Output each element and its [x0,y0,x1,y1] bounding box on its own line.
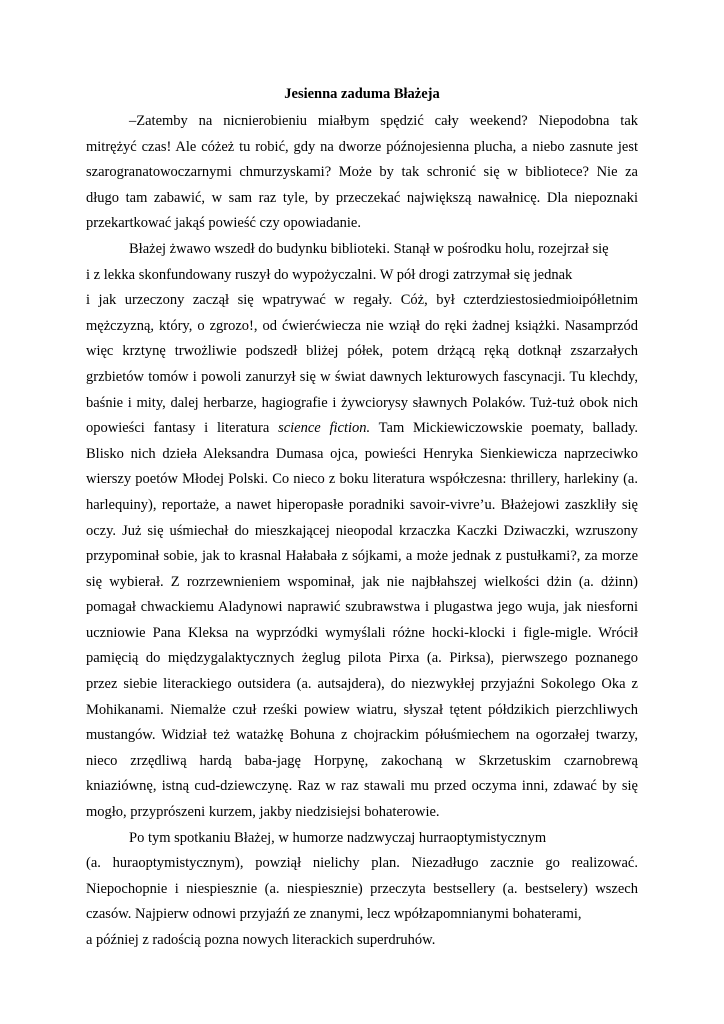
paragraph-2-line-2: i z lekka skonfundowany ruszył do wypożyczalni. W pół drogi zatrzymał się jednak [86,266,573,283]
paragraph-3-line-2: (a. huraoptymistycznym), powziął nielichy plan. Niezadługo zacznie go realizować. [86,855,638,872]
paragraph-3-line-1: Po tym spotkaniu Błażej, w humorze nadzwyczaj hurraoptymistycznym [129,829,547,846]
paragraph-2-line-7: baśnie i mity, dalej herbarze, hagiografie i żywciorysy sławnych Polaków. Tuż-tuż obok nich [86,394,638,411]
paragraph-1-line-3: szarogranatowoczarnymi chmurzyskami? Może by tak schronić się w bibliotece? Nie za [86,164,638,181]
paragraph-2-line-16: uczniowie Pana Kleksa na wyprzódki wymyślali różne hocki-klocki i figle-migle. Wrócił [86,624,638,641]
document-page [86,84,638,954]
paragraph-2-line-10: wierszy poetów Młodej Polski. Co nieco z boku literatura współczesna: thrillery, harlekiny (a. [86,471,638,488]
paragraph-2-line-17: pamięcią do międzygalaktycznych żeglug pilota Pirxa (a. Pirksa), pierwszego poznanego [86,650,638,667]
paragraph-2-line-15: pomagał chwackiemu Aladynowi naprawić szubrawstwa i plugastwa jego wuja, jak niesforni [86,599,638,616]
paragraph-2-line-8 [86,416,638,442]
paragraph-2-line-20: mustangów. Widział też watażkę Bohuna z chojrackim półuśmiechem na ogorzałej twarzy, [86,727,638,744]
paragraph-2-line-19: Mohikanami. Niemalże czuł rześki powiew wiatru, słyszał tętent półdzikich pierzchliwych [86,701,638,718]
paragraph-3-line-3: Niepochopnie i niespiesznie (a. niespiesznie) przeczyta bestsellery (a. bestselery) wszech [86,880,638,897]
paragraph-2-line-18: przez siebie literackiego outsidera (a. autsajdera), do niezwykłej przyjaźni Sokolego Oka z [86,676,638,693]
paragraph-2-line-11: harlequiny), reportaże, a nawet hiperopasłe poradniki savoir-vivre’u. Błażejowi zaszkliły się [86,496,638,513]
paragraph-2-line-21: nieco zrzędliwą hardą baba-jagę Horpynę, zakochaną w Skrzetuskim czarnobrewą [86,752,638,769]
document-title: Jesienna zaduma Błażeja [284,86,440,102]
paragraph-2-line-9: Blisko nich dzieła Aleksandra Dumasa ojca, powieści Henryka Sienkiewicza naprzeciwko [86,445,638,462]
paragraph-2-line-6: grzbietów tomów i powoli zanurzył się w świat dawnych lekturowych fascynacji. Tu klechdy, [86,368,638,385]
paragraph-1-line-1: –Zatemby na nicnierobieniu miałbym spędzić cały weekend? Niepodobna tak [129,113,638,129]
paragraph-2-line-14: się wybierał. Z rozrzewnieniem wspominał, jak nie najbłahszej wielkości dżin (a. dżinn) [86,573,638,590]
paragraph-2-line-3: i jak urzeczony zaczął się wpatrywać w regały. Cóż, był czterdziestosiedmioipółletnim [86,292,638,309]
paragraph-2-line-12: oczy. Już się uśmiechał do mieszkającej nieopodal krzaczka Kaczki Dziwaczki, wzruszony [86,522,638,539]
paragraph-2-line-23: mogło, przyprószeni kurzem, jakby niedzisiejsi bohaterowie. [86,804,440,821]
paragraph-1-line-4: długo tam zabawić, w sam raz tyle, by przeczekać największą nawałnicę. Dla niepoznaki [86,189,638,206]
paragraph-1-line-5: przekartkować jakąś powieść czy opowiadanie. [86,215,361,232]
text-run: opowieści fantasy i literatura [86,420,279,437]
paragraph-2-line-13: przypominał sobie, jak to krasnal Hałabała z sójkami, a może jednak z pustułkami?, za morze [86,548,638,565]
paragraph-2-line-5: więc krztynę trwożliwie podszedł bliżej półek, potem drżącą ręką dotknął zszarzałych [86,343,638,360]
paragraph-3-line-5: a później z radością pozna nowych literackich superdruhów. [86,932,436,948]
paragraph-3-line-4: czasów. Najpierw odnowi przyjaźń ze znanymi, lecz wpółzapomnianymi bohaterami, [86,906,582,923]
italic-phrase: science fiction. [278,420,371,437]
paragraph-2-line-1: Błażej żwawo wszedł do budynku biblioteki. Stanął w pośrodku holu, rozejrzał się [129,240,609,257]
text-run: Tam Mickiewiczowskie poematy, ballady. [370,420,638,437]
paragraph-1-line-2: mitrężyć czas! Ale cóżeż tu robić, gdy na dworze późnojesienna plucha, a niebo zasnute jest [86,138,638,155]
paragraph-2-line-22: kniaziównę, istną cud-dziewczynę. Raz w raz stawali mu przed oczyma inni, zdawać by się [86,778,638,795]
paragraph-2-line-4: mężczyzną, który, o zgrozo!, od ćwierćwiecza nie wziął do ręki żadnej książki. Nasamprzód [86,317,638,334]
